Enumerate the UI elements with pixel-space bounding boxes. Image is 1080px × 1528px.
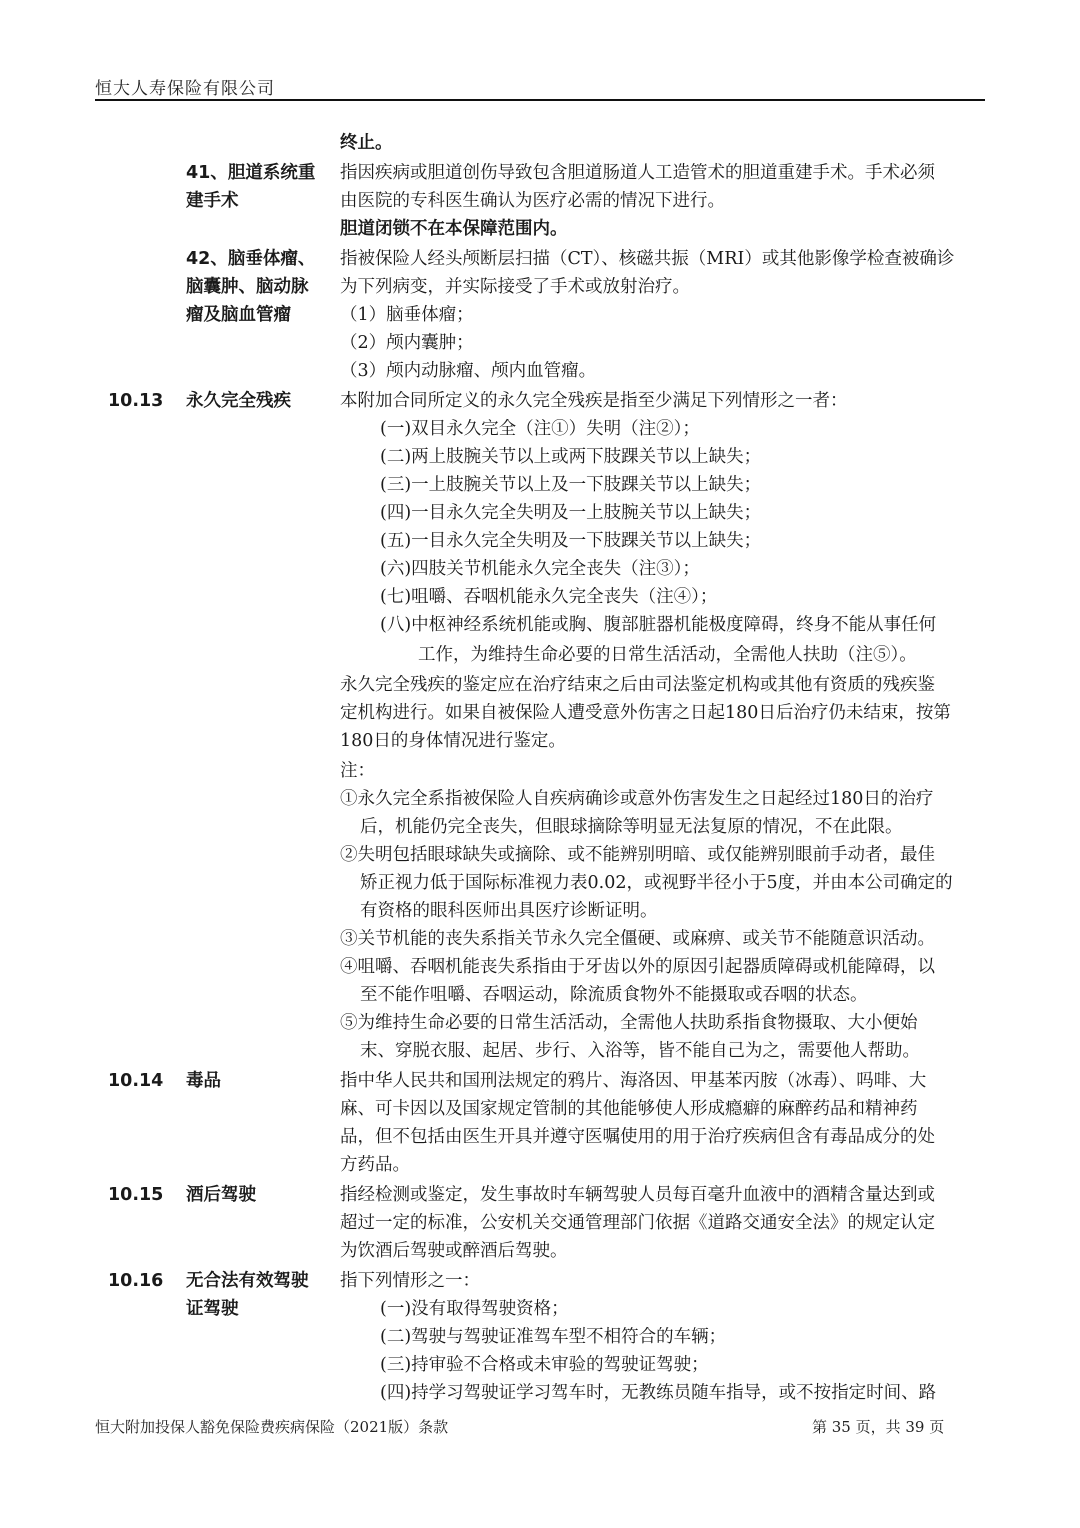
text-line: （1）脑垂体瘤； bbox=[340, 305, 474, 325]
text-line: 至不能作咀嚼、吞咽运动，除流质食物外不能摄取或吞咽的状态。 bbox=[360, 985, 868, 1005]
text-line: 41、胆道系统重 bbox=[186, 163, 316, 183]
text-line: 末、穿脱衣服、起居、步行、入浴等，皆不能自己为之，需要他人帮助。 bbox=[360, 1041, 920, 1061]
text-line: 10.15 bbox=[108, 1185, 164, 1205]
text-line: 10.14 bbox=[108, 1071, 164, 1091]
text-line: 方药品。 bbox=[340, 1155, 410, 1175]
text-line: （2）颅内囊肿； bbox=[340, 333, 474, 353]
text-line: (七)咀嚼、吞咽机能永久完全丧失（注④）； bbox=[380, 587, 718, 607]
text-line: 42、脑垂体瘤、 bbox=[186, 249, 316, 269]
text-line: (三)一上肢腕关节以上及一下肢踝关节以上缺失； bbox=[380, 475, 762, 495]
text-line: 毒品 bbox=[186, 1071, 221, 1091]
text-line: ③关节机能的丧失系指关节永久完全僵硬、或麻痹、或关节不能随意识活动。 bbox=[340, 929, 935, 949]
text-line: 指中华人民共和国刑法规定的鸦片、海洛因、甲基苯丙胺（冰毒）、吗啡、大 bbox=[340, 1071, 927, 1091]
text-line: 注： bbox=[340, 761, 375, 781]
text-line: 脑囊肿、脑动脉 bbox=[186, 277, 309, 297]
text-line: （3）颅内动脉瘤、颅内血管瘤。 bbox=[340, 361, 597, 381]
text-line: 指下列情形之一： bbox=[340, 1271, 480, 1291]
text-line: 由医院的专科医生确认为医疗必需的情况下进行。 bbox=[340, 191, 725, 211]
text-line: 永久完全残疾的鉴定应在治疗结束之后由司法鉴定机构或其他有资质的残疾鉴 bbox=[340, 675, 935, 695]
text-line: 指被保险人经头颅断层扫描（CT）、核磁共振（MRI）或其他影像学检查被确诊 bbox=[340, 249, 955, 269]
text-line: 证驾驶 bbox=[186, 1299, 239, 1319]
text-line: (二)两上肢腕关节以上或两下肢踝关节以上缺失； bbox=[380, 447, 762, 467]
text-line: (一)双目永久完全（注①）失明（注②）； bbox=[380, 419, 700, 439]
text-line: 建手术 bbox=[186, 191, 239, 211]
text-line: 为饮酒后驾驶或醉酒后驾驶。 bbox=[340, 1241, 568, 1261]
text-line: ②失明包括眼球缺失或摘除、或不能辨别明暗、或仅能辨别眼前手动者，最佳 bbox=[340, 845, 935, 865]
text-line: (四)持学习驾驶证学习驾车时，无教练员随车指导，或不按指定时间、路 bbox=[380, 1383, 937, 1403]
text-line: 酒后驾驶 bbox=[186, 1185, 256, 1205]
text-line: 无合法有效驾驶 bbox=[186, 1271, 309, 1291]
text-line: 麻、可卡因以及国家规定管制的其他能够使人形成瘾癖的麻醉药品和精神药 bbox=[340, 1099, 918, 1119]
text-line: (二)驾驶与驾驶证准驾车型不相符合的车辆； bbox=[380, 1327, 727, 1347]
company-header: 恒大人寿保险有限公司 bbox=[95, 79, 275, 99]
text-line: ①永久完全系指被保险人自疾病确诊或意外伤害发生之日起经过180日的治疗 bbox=[340, 789, 934, 809]
footer-document-title: 恒大附加投保人豁免保险费疾病保险（2021版）条款 bbox=[95, 1418, 449, 1436]
text-line: 10.13 bbox=[108, 391, 164, 411]
footer-page-number: 第 35 页，共 39 页 bbox=[812, 1418, 945, 1436]
text-line: 180日的身体情况进行鉴定。 bbox=[340, 731, 566, 751]
text-line: 定机构进行。如果自被保险人遭受意外伤害之日起180日后治疗仍未结束，按第 bbox=[340, 703, 951, 723]
text-line: ④咀嚼、吞咽机能丧失系指由于牙齿以外的原因引起器质障碍或机能障碍，以 bbox=[340, 957, 935, 977]
text-line: (四)一目永久完全失明及一上肢腕关节以上缺失； bbox=[380, 503, 762, 523]
text-line: 指因疾病或胆道创伤导致包含胆道肠道人工造管术的胆道重建手术。手术必须 bbox=[340, 163, 935, 183]
text-line: 工作，为维持生命必要的日常生活活动，全需他人扶助（注⑤）。 bbox=[418, 645, 917, 665]
text-line: 超过一定的标准，公安机关交通管理部门依据《道路交通安全法》的规定认定 bbox=[340, 1213, 935, 1233]
text-line: 终止。 bbox=[340, 133, 393, 153]
text-line: 胆道闭锁不在本保障范围内。 bbox=[340, 219, 568, 239]
text-line: ⑤为维持生命必要的日常生活活动，全需他人扶助系指食物摄取、大小便始 bbox=[340, 1013, 918, 1033]
text-line: 有资格的眼科医师出具医疗诊断证明。 bbox=[360, 901, 658, 921]
text-line: (八)中枢神经系统机能或胸、腹部脏器机能极度障碍，终身不能从事任何 bbox=[380, 615, 937, 635]
text-line: (六)四肢关节机能永久完全丧失（注③）； bbox=[380, 559, 700, 579]
text-line: (三)持审验不合格或未审验的驾驶证驾驶； bbox=[380, 1355, 709, 1375]
text-line: 本附加合同所定义的永久完全残疾是指至少满足下列情形之一者： bbox=[340, 391, 848, 411]
text-line: (五)一目永久完全失明及一下肢踝关节以上缺失； bbox=[380, 531, 762, 551]
text-line: 永久完全残疾 bbox=[186, 391, 291, 411]
text-line: 10.16 bbox=[108, 1271, 164, 1291]
text-line: 后，机能仍完全丧失，但眼球摘除等明显无法复原的情况，不在此限。 bbox=[360, 817, 903, 837]
text-line: 指经检测或鉴定，发生事故时车辆驾驶人员每百毫升血液中的酒精含量达到或 bbox=[340, 1185, 935, 1205]
text-line: 瘤及脑血管瘤 bbox=[186, 305, 291, 325]
text-line: 矫正视力低于国际标准视力表0.02，或视野半径小于5度，并由本公司确定的 bbox=[360, 873, 953, 893]
text-line: 品，但不包括由医生开具并遵守医嘱使用的用于治疗疾病但含有毒品成分的处 bbox=[340, 1127, 935, 1147]
text-line: 为下列病变，并实际接受了手术或放射治疗。 bbox=[340, 277, 690, 297]
text-line: (一)没有取得驾驶资格； bbox=[380, 1299, 569, 1319]
header-divider bbox=[95, 99, 985, 101]
